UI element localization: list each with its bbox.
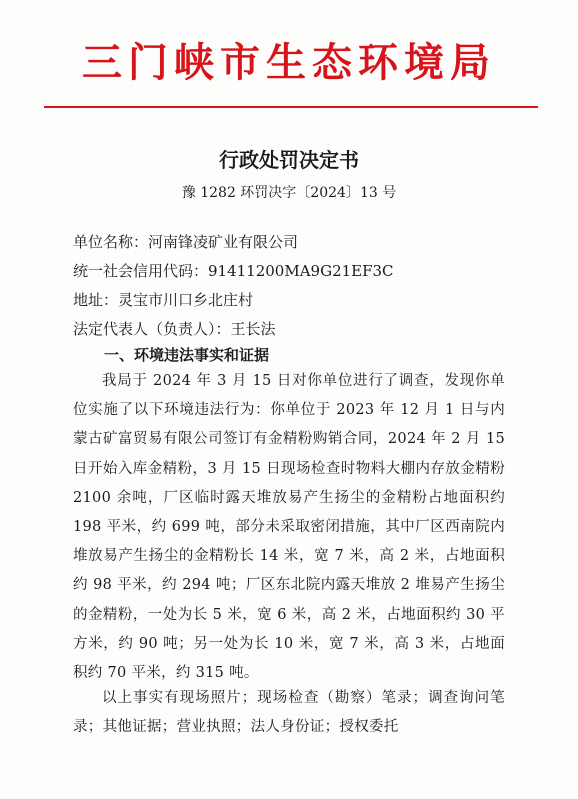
party-info bbox=[73, 228, 533, 344]
evidence-paragraph: 以上事实有现场照片；现场检查（勘察）笔录；调查询问笔录；其他证据；营业执照；法人身份证；授权委托 bbox=[73, 690, 505, 736]
violation-facts-paragraph: 我局于 2024 年 3 月 15 日对你单位进行了调查，发现你单位实施了以下环境违法行为：你单位于 2023 年 12 月 1 日与内蒙古矿富贸易有限公司签订有金精粉购销合同，2024 年 2 月 15 日开始入库金精粉，3 月 15 日现场检查时物料大棚内存放金精粉 2100 余吨，厂区临时露天堆放易产生扬尘的金精粉占地面积约 198 平米，约 699 吨，部分未采取密闭措施，其中厂区西南院内堆放易产生扬尘的金精粉长 14 米，宽 7 米，高 2 米，占地面积约 98 平米，约 294 吨；厂区东北院内露天堆放 2 堆易产生扬尘的金精粉，一处为长 5 米，宽 6 米，高 2 米，占地面积约 30 平方米，约 90 吨；另一处为长 10 米，宽 7 米，高 3 米，占地面积约 70 平米，约 315 吨。 bbox=[73, 373, 505, 682]
red-divider bbox=[44, 106, 538, 108]
document-number: 豫 1282 环罚决字〔2024〕13 号 bbox=[181, 185, 397, 201]
address: 地址：灵宝市川口乡北庄村 bbox=[73, 291, 254, 309]
credit-code: 统一社会信用代码：91411200MA9G21EF3C bbox=[73, 262, 394, 280]
agency-header: 三门峡市生态环境局 bbox=[82, 39, 496, 86]
unit-name: 单位名称：河南锋凌矿业有限公司 bbox=[73, 233, 299, 251]
section-heading: 一、环境违法事实和证据 bbox=[104, 346, 270, 364]
document-title: 行政处罚决定书 bbox=[219, 148, 359, 172]
legal-representative: 法定代表人（负责人）：王长法 bbox=[73, 320, 276, 338]
